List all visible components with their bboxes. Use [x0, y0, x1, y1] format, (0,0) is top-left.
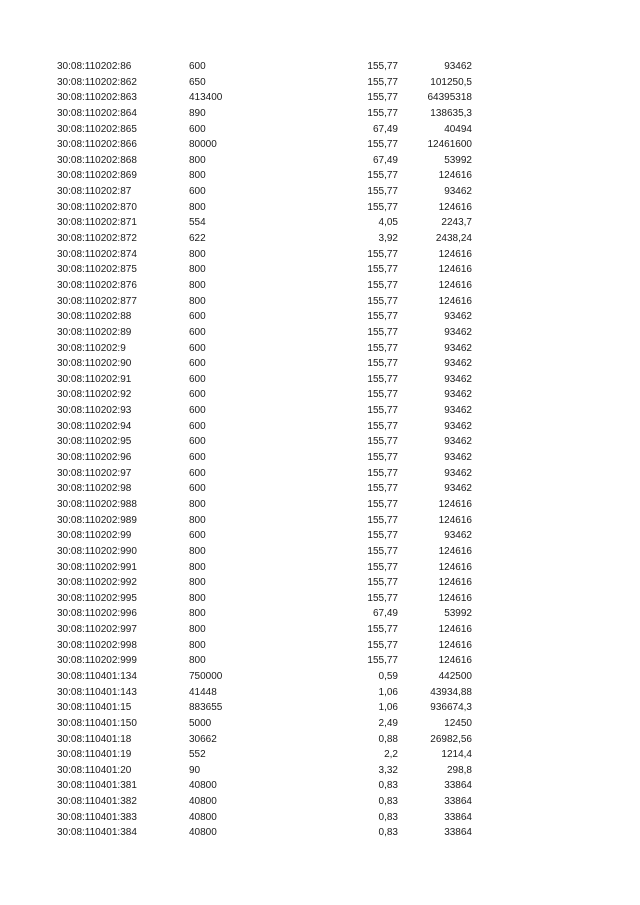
price-cell: 155,77	[367, 107, 398, 119]
quantity-cell: 800	[189, 608, 206, 620]
parcel-id-cell: 30:08:110202:876	[57, 279, 137, 291]
total-cell: 2243,7	[441, 217, 472, 229]
price-cell: 0,88	[378, 733, 398, 745]
quantity-cell: 800	[189, 624, 206, 636]
table-row	[0, 309, 640, 325]
quantity-cell: 600	[189, 436, 206, 448]
table-row	[0, 466, 640, 482]
quantity-cell: 600	[189, 467, 206, 479]
price-cell: 155,77	[367, 530, 398, 542]
total-cell: 124616	[438, 279, 472, 291]
price-cell: 155,77	[367, 452, 398, 464]
total-cell: 26982,56	[430, 733, 472, 745]
total-cell: 93462	[444, 358, 472, 370]
total-cell: 53992	[444, 154, 472, 166]
quantity-cell: 800	[189, 170, 206, 182]
table-row	[0, 732, 640, 748]
quantity-cell: 552	[189, 749, 206, 761]
total-cell: 93462	[444, 389, 472, 401]
price-cell: 3,92	[378, 233, 398, 245]
quantity-cell: 40800	[189, 827, 217, 839]
price-cell: 155,77	[367, 467, 398, 479]
total-cell: 40494	[444, 123, 472, 135]
table-row	[0, 575, 640, 591]
quantity-cell: 890	[189, 107, 206, 119]
parcel-id-cell: 30:08:110202:94	[57, 420, 132, 432]
price-cell: 3,32	[378, 764, 398, 776]
total-cell: 43934,88	[430, 686, 472, 698]
quantity-cell: 650	[189, 76, 206, 88]
price-cell: 155,77	[367, 248, 398, 260]
spreadsheet-table	[0, 59, 640, 841]
price-cell: 1,06	[378, 702, 398, 714]
total-cell: 93462	[444, 436, 472, 448]
price-cell: 67,49	[372, 123, 398, 135]
total-cell: 33864	[444, 796, 472, 808]
price-cell: 155,77	[367, 61, 398, 72]
total-cell: 124616	[438, 592, 472, 604]
quantity-cell: 800	[189, 514, 206, 526]
quantity-cell: 600	[189, 61, 206, 72]
table-row	[0, 747, 640, 763]
table-row	[0, 262, 640, 278]
table-row	[0, 59, 640, 75]
quantity-cell: 600	[189, 389, 206, 401]
parcel-id-cell: 30:08:110202:92	[57, 389, 132, 401]
parcel-id-cell: 30:08:110202:990	[57, 545, 137, 557]
table-row	[0, 497, 640, 513]
parcel-id-cell: 30:08:110202:88	[57, 311, 132, 323]
table-row	[0, 325, 640, 341]
parcel-id-cell: 30:08:110202:87	[57, 186, 132, 198]
parcel-id-cell: 30:08:110202:875	[57, 264, 137, 276]
quantity-cell: 800	[189, 279, 206, 291]
parcel-id-cell: 30:08:110202:862	[57, 76, 137, 88]
quantity-cell: 41448	[189, 686, 217, 698]
total-cell: 124616	[438, 264, 472, 276]
quantity-cell: 600	[189, 452, 206, 464]
total-cell: 93462	[444, 311, 472, 323]
price-cell: 155,77	[367, 326, 398, 338]
parcel-id-cell: 30:08:110202:871	[57, 217, 137, 229]
table-row	[0, 638, 640, 654]
table-row	[0, 387, 640, 403]
table-row	[0, 153, 640, 169]
table-row	[0, 513, 640, 529]
parcel-id-cell: 30:08:110202:90	[57, 358, 132, 370]
quantity-cell: 600	[189, 358, 206, 370]
total-cell: 124616	[438, 655, 472, 667]
table-row	[0, 450, 640, 466]
total-cell: 124616	[438, 295, 472, 307]
total-cell: 936674,3	[430, 702, 472, 714]
quantity-cell: 800	[189, 577, 206, 589]
table-row	[0, 278, 640, 294]
price-cell: 155,77	[367, 545, 398, 557]
table-row	[0, 215, 640, 231]
table-row	[0, 372, 640, 388]
total-cell: 138635,3	[430, 107, 472, 119]
parcel-id-cell: 30:08:110202:870	[57, 201, 137, 213]
price-cell: 1,06	[378, 686, 398, 698]
price-cell: 155,77	[367, 264, 398, 276]
parcel-id-cell: 30:08:110202:872	[57, 233, 137, 245]
price-cell: 155,77	[367, 639, 398, 651]
parcel-id-cell: 30:08:110401:134	[57, 670, 137, 682]
parcel-id-cell: 30:08:110401:383	[57, 811, 137, 823]
total-cell: 93462	[444, 452, 472, 464]
parcel-id-cell: 30:08:110202:86	[57, 61, 132, 72]
total-cell: 33864	[444, 811, 472, 823]
total-cell: 93462	[444, 342, 472, 354]
price-cell: 155,77	[367, 389, 398, 401]
price-cell: 155,77	[367, 92, 398, 104]
table-row	[0, 810, 640, 826]
table-row	[0, 75, 640, 91]
price-cell: 0,83	[378, 796, 398, 808]
table-row	[0, 403, 640, 419]
price-cell: 155,77	[367, 577, 398, 589]
total-cell: 93462	[444, 61, 472, 72]
price-cell: 0,59	[378, 670, 398, 682]
parcel-id-cell: 30:08:110202:988	[57, 498, 137, 510]
table-row	[0, 700, 640, 716]
table-row	[0, 669, 640, 685]
table-row	[0, 622, 640, 638]
quantity-cell: 800	[189, 201, 206, 213]
quantity-cell: 600	[189, 405, 206, 417]
price-cell: 155,77	[367, 139, 398, 151]
quantity-cell: 800	[189, 264, 206, 276]
total-cell: 53992	[444, 608, 472, 620]
price-cell: 2,2	[384, 749, 398, 761]
table-row	[0, 825, 640, 841]
parcel-id-cell: 30:08:110202:877	[57, 295, 137, 307]
total-cell: 93462	[444, 326, 472, 338]
table-row	[0, 778, 640, 794]
total-cell: 124616	[438, 577, 472, 589]
total-cell: 1214,4	[441, 749, 472, 761]
price-cell: 0,83	[378, 780, 398, 792]
total-cell: 33864	[444, 827, 472, 839]
total-cell: 442500	[438, 670, 472, 682]
total-cell: 124616	[438, 170, 472, 182]
total-cell: 2438,24	[435, 233, 472, 245]
total-cell: 93462	[444, 405, 472, 417]
table-row	[0, 356, 640, 372]
table-row	[0, 247, 640, 263]
price-cell: 155,77	[367, 514, 398, 526]
parcel-id-cell: 30:08:110401:20	[57, 764, 132, 776]
price-cell: 155,77	[367, 76, 398, 88]
table-row	[0, 685, 640, 701]
table-row	[0, 231, 640, 247]
parcel-id-cell: 30:08:110202:865	[57, 123, 137, 135]
price-cell: 155,77	[367, 436, 398, 448]
price-cell: 155,77	[367, 201, 398, 213]
parcel-id-cell: 30:08:110202:95	[57, 436, 132, 448]
price-cell: 155,77	[367, 373, 398, 385]
quantity-cell: 800	[189, 154, 206, 166]
parcel-id-cell: 30:08:110202:991	[57, 561, 137, 573]
total-cell: 12450	[444, 717, 472, 729]
quantity-cell: 800	[189, 561, 206, 573]
parcel-id-cell: 30:08:110401:19	[57, 749, 132, 761]
quantity-cell: 600	[189, 186, 206, 198]
quantity-cell: 600	[189, 373, 206, 385]
table-row	[0, 794, 640, 810]
total-cell: 12461600	[427, 139, 472, 151]
table-row	[0, 434, 640, 450]
price-cell: 155,77	[367, 342, 398, 354]
parcel-id-cell: 30:08:110401:150	[57, 717, 137, 729]
quantity-cell: 800	[189, 295, 206, 307]
parcel-id-cell: 30:08:110401:18	[57, 733, 132, 745]
quantity-cell: 800	[189, 592, 206, 604]
price-cell: 155,77	[367, 483, 398, 495]
table-row	[0, 184, 640, 200]
quantity-cell: 800	[189, 545, 206, 557]
table-row	[0, 481, 640, 497]
total-cell: 93462	[444, 530, 472, 542]
parcel-id-cell: 30:08:110202:863	[57, 92, 137, 104]
quantity-cell: 413400	[189, 92, 223, 104]
price-cell: 155,77	[367, 186, 398, 198]
table-row	[0, 90, 640, 106]
parcel-id-cell: 30:08:110202:97	[57, 467, 132, 479]
table-row	[0, 606, 640, 622]
price-cell: 155,77	[367, 624, 398, 636]
total-cell: 124616	[438, 498, 472, 510]
parcel-id-cell: 30:08:110202:93	[57, 405, 132, 417]
parcel-id-cell: 30:08:110202:98	[57, 483, 132, 495]
parcel-id-cell: 30:08:110202:869	[57, 170, 137, 182]
parcel-id-cell: 30:08:110202:997	[57, 624, 137, 636]
price-cell: 155,77	[367, 295, 398, 307]
table-row	[0, 528, 640, 544]
quantity-cell: 600	[189, 420, 206, 432]
parcel-id-cell: 30:08:110202:866	[57, 139, 137, 151]
parcel-id-cell: 30:08:110202:996	[57, 608, 137, 620]
table-row	[0, 341, 640, 357]
total-cell: 93462	[444, 420, 472, 432]
total-cell: 124616	[438, 248, 472, 260]
price-cell: 155,77	[367, 498, 398, 510]
table-row	[0, 200, 640, 216]
quantity-cell: 750000	[189, 670, 223, 682]
quantity-cell: 30662	[189, 733, 217, 745]
price-cell: 155,77	[367, 592, 398, 604]
parcel-id-cell: 30:08:110202:9	[57, 342, 126, 354]
table-row	[0, 560, 640, 576]
price-cell: 155,77	[367, 279, 398, 291]
price-cell: 155,77	[367, 655, 398, 667]
parcel-id-cell: 30:08:110202:992	[57, 577, 137, 589]
table-row	[0, 544, 640, 560]
price-cell: 155,77	[367, 420, 398, 432]
quantity-cell: 40800	[189, 811, 217, 823]
price-cell: 4,05	[378, 217, 398, 229]
parcel-id-cell: 30:08:110401:382	[57, 796, 137, 808]
quantity-cell: 554	[189, 217, 206, 229]
total-cell: 93462	[444, 483, 472, 495]
total-cell: 33864	[444, 780, 472, 792]
quantity-cell: 5000	[189, 717, 212, 729]
parcel-id-cell: 30:08:110401:15	[57, 702, 132, 714]
quantity-cell: 800	[189, 498, 206, 510]
price-cell: 155,77	[367, 311, 398, 323]
table-row	[0, 122, 640, 138]
price-cell: 155,77	[367, 170, 398, 182]
quantity-cell: 800	[189, 248, 206, 260]
quantity-cell: 800	[189, 655, 206, 667]
quantity-cell: 40800	[189, 796, 217, 808]
quantity-cell: 90	[189, 764, 201, 776]
parcel-id-cell: 30:08:110202:868	[57, 154, 137, 166]
parcel-id-cell: 30:08:110202:89	[57, 326, 132, 338]
quantity-cell: 622	[189, 233, 206, 245]
quantity-cell: 80000	[189, 139, 217, 151]
table-row	[0, 168, 640, 184]
table-row	[0, 137, 640, 153]
price-cell: 0,83	[378, 827, 398, 839]
price-cell: 67,49	[372, 608, 398, 620]
table-row	[0, 653, 640, 669]
parcel-id-cell: 30:08:110202:864	[57, 107, 137, 119]
quantity-cell: 600	[189, 530, 206, 542]
total-cell: 93462	[444, 373, 472, 385]
price-cell: 155,77	[367, 358, 398, 370]
quantity-cell: 600	[189, 342, 206, 354]
parcel-id-cell: 30:08:110401:381	[57, 780, 137, 792]
parcel-id-cell: 30:08:110202:99	[57, 530, 132, 542]
table-row	[0, 591, 640, 607]
total-cell: 124616	[438, 514, 472, 526]
parcel-id-cell: 30:08:110202:91	[57, 373, 132, 385]
parcel-id-cell: 30:08:110202:995	[57, 592, 137, 604]
total-cell: 124616	[438, 561, 472, 573]
total-cell: 124616	[438, 201, 472, 213]
price-cell: 67,49	[372, 154, 398, 166]
total-cell: 298,8	[446, 764, 472, 776]
table-row	[0, 294, 640, 310]
parcel-id-cell: 30:08:110202:999	[57, 655, 137, 667]
parcel-id-cell: 30:08:110202:874	[57, 248, 137, 260]
total-cell: 93462	[444, 467, 472, 479]
parcel-id-cell: 30:08:110202:989	[57, 514, 137, 526]
price-cell: 0,83	[378, 811, 398, 823]
table-row	[0, 716, 640, 732]
quantity-cell: 600	[189, 123, 206, 135]
total-cell: 124616	[438, 624, 472, 636]
quantity-cell: 800	[189, 639, 206, 651]
table-row	[0, 763, 640, 779]
total-cell: 124616	[438, 639, 472, 651]
total-cell: 93462	[444, 186, 472, 198]
total-cell: 64395318	[427, 92, 472, 104]
parcel-id-cell: 30:08:110202:96	[57, 452, 132, 464]
price-cell: 2,49	[378, 717, 398, 729]
parcel-id-cell: 30:08:110401:143	[57, 686, 137, 698]
parcel-id-cell: 30:08:110202:998	[57, 639, 137, 651]
quantity-cell: 600	[189, 311, 206, 323]
table-row	[0, 419, 640, 435]
quantity-cell: 883655	[189, 702, 223, 714]
parcel-id-cell: 30:08:110401:384	[57, 827, 137, 839]
total-cell: 101250,5	[430, 76, 472, 88]
table-row	[0, 106, 640, 122]
price-cell: 155,77	[367, 561, 398, 573]
total-cell: 124616	[438, 545, 472, 557]
quantity-cell: 600	[189, 326, 206, 338]
price-cell: 155,77	[367, 405, 398, 417]
quantity-cell: 40800	[189, 780, 217, 792]
quantity-cell: 600	[189, 483, 206, 495]
